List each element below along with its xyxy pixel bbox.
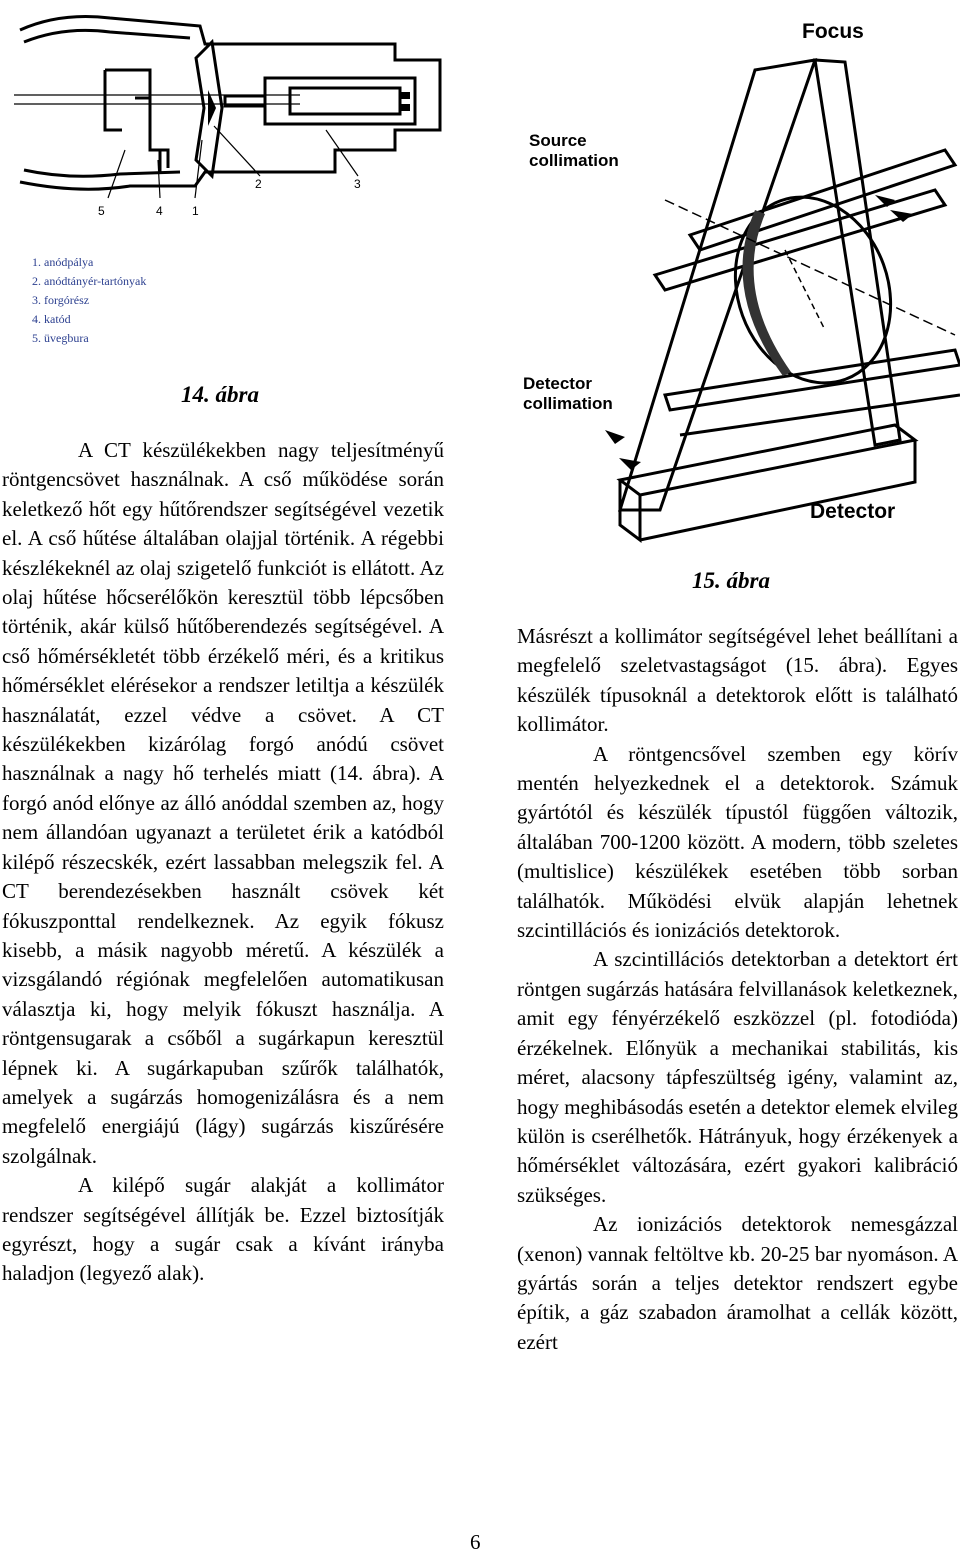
legend-item: 1. anódpálya [32, 255, 94, 269]
ct-collimation-diagram [515, 0, 960, 555]
detector-collimation-label-2: collimation [523, 394, 613, 413]
right-column [517, 622, 958, 1357]
paragraph: A kilépő sugár alakját a kollimátor rendszer segítségével állítják be. Ezzel biztosítják egyrészt, hogy a sugár csak a kívánt irányba haladjon (legyező alak). [2, 1173, 444, 1286]
legend-item: 3. forgórész [32, 293, 90, 307]
page-number: 6 [470, 1530, 481, 1554]
detector-collimation-label-1: Detector [523, 374, 592, 393]
detector-label: Detector [810, 500, 896, 523]
xray-tube-diagram [0, 0, 460, 360]
callout-5: 5 [98, 204, 105, 218]
figure-14-caption: 14. ábra [181, 382, 259, 407]
paragraph: A CT készülékekben nagy teljesítményű röntgencsövet használnak. A cső működése során keletkező hőt egy hűtőrendszer segítségével vezetik el. A cső hűtése általában olajjal történik. A régebbi készlékeknél az olaj szigetelő funkciót is ellátott. Az olaj hűtése hőcserélőkön keresztül több lépcsőben történik, akár külső hűtőberendezés segítségével. A cső hőmérsékletét több érzékelő méri, és a kritikus hőmérséklet elérésekor a rendszer letiltja a készülék használatát, ezzel védve a csövet. A CT készülékekben kizárólag forgó anódú csövet használnak a nagy hő terhelés miatt (14. ábra). A forgó anód előnye az álló anóddal szemben az, hogy nem állandóan ugyanazt a területet érik a katódból kilépő részecskék, ezért lassabban melegszik fel. A CT berendezésekben használt csövek két fókuszponttal rendelkeznek. Az egyik fókusz kisebb, a másik nagyobb méretű. A készülék a vizsgálandó régiónak megfelelően automatikusan választja ki, hogy melyik fókuszt használja. A röntgensugarak a csőből a sugárkapun keresztül lépnek ki. A sugárkapuban szűrők találhatók, amelyek a sugárzás homogenizálásra és a nem megfelelő energiájú (lágy) sugárzás kiszűrésére szolgálnak. [2, 438, 444, 1168]
figure-15-caption: 15. ábra [692, 568, 770, 593]
left-column [2, 436, 444, 1289]
legend-item: 2. anódtányér-tartónyak [32, 274, 147, 288]
paragraph: Másrészt a kollimátor segítségével lehet beállítani a megfelelő szeletvastagságot (15. ábra). Egyes készülék típusoknál a detektorok előtt is található kollimátor. [517, 624, 958, 737]
paragraph: A szcintillációs detektorban a detektort ért röntgen sugárzás hatására felvillanások keletkeznek, amit egy fényérzékelő eszközzel (pl. fotodióda) érzékelnek. Előnyük a mechanikai stabilitás, kis méret, alacsony tápfeszültség igény, valamint az, hogy meghibásodás esetén a detektor elemek elvileg külön is cserélhetők. Hátrányuk, hogy érzékenyek a hőmérséklet változására, ezért gyakori kalibráció szükséges. [517, 947, 958, 1207]
legend-item: 4. katód [32, 312, 71, 326]
callout-4: 4 [156, 204, 163, 218]
callout-2: 2 [255, 177, 262, 191]
callout-1: 1 [192, 204, 199, 218]
callout-3: 3 [354, 177, 361, 191]
legend-item: 5. üvegbura [32, 331, 89, 345]
focus-label: Focus [802, 20, 864, 43]
paragraph: Az ionizációs detektorok nemesgázzal (xenon) vannak feltöltve kb. 20-25 bar nyomáson. A gyártás során a teljes detektor rendszert egybe építik, a gáz szabadon áramolhat a cellák között, ezért [517, 1212, 958, 1354]
tube-legend [32, 255, 146, 345]
source-collimation-label-1: Source [529, 131, 587, 150]
paragraph: A röntgencsővel szemben egy körív mentén helyezkednek el a detektorok. Számuk gyártótól és készülék típustól függően változik, általában 700-1200 között. A modern, több szeletes (multislice) készülékek esetében több sorban találhatók. Működési elvük alapján lehetnek szcintillációs és ionizációs detektorok. [517, 741, 958, 943]
source-collimation-label-2: collimation [529, 151, 619, 170]
